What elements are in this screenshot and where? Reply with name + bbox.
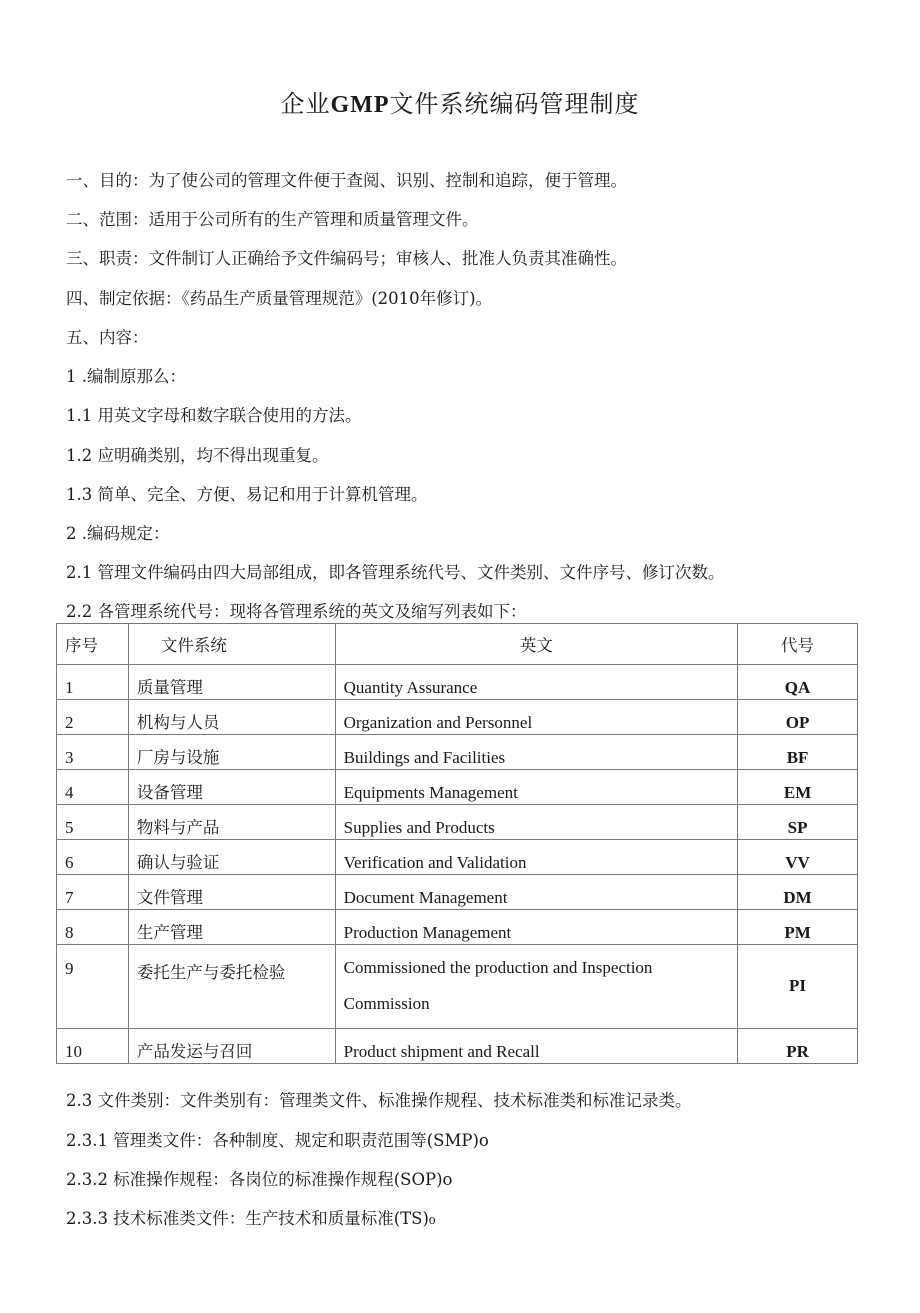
table-row	[57, 770, 858, 805]
paragraph-purpose: 一、目的：为了使公司的管理文件便于查阅、识别、控制和追踪，便于管理。	[66, 171, 627, 190]
row-system: 质量管理	[128, 665, 335, 700]
paragraph-section-1: 1 .编制原那么：	[66, 367, 186, 386]
row-code: EM	[738, 770, 858, 805]
header-code: 代号	[738, 624, 858, 665]
paragraph-responsibility: 三、职责：文件制订人正确给予文件编码号；审核人、批准人负责其准确性。	[66, 249, 627, 268]
row-code: OP	[738, 700, 858, 735]
row-index: 7	[57, 875, 129, 910]
header-index: 序号	[57, 624, 129, 665]
row-english: Document Management	[335, 875, 737, 910]
table-row	[57, 840, 858, 875]
row-english: Quantity Assurance	[335, 665, 737, 700]
row-english	[335, 945, 737, 1029]
row-index: 3	[57, 735, 129, 770]
row-code: PM	[738, 910, 858, 945]
row-english: Organization and Personnel	[335, 700, 737, 735]
row-index: 10	[57, 1029, 129, 1064]
paragraph-1-1: 1.1 用英文字母和数字联合使用的方法。	[66, 406, 362, 425]
paragraph-1-3: 1.3 简单、完全、方便、易记和用于计算机管理。	[66, 485, 428, 504]
system-code-table	[56, 623, 858, 1064]
row-english: Buildings and Facilities	[335, 735, 737, 770]
row-english-line-1: Commissioned the production and Inspection	[343, 958, 653, 977]
row-index: 5	[57, 805, 129, 840]
row-code: PR	[738, 1029, 858, 1064]
header-english: 英文	[335, 624, 737, 665]
row-code: QA	[738, 665, 858, 700]
paragraph-2-3-3: 2.3.3 技术标准类文件：生产技术和质量标准(TS)₀	[66, 1209, 436, 1228]
row-system: 机构与人员	[128, 700, 335, 735]
row-english: Equipments Management	[335, 770, 737, 805]
row-english: Product shipment and Recall	[335, 1029, 737, 1064]
paragraph-content-heading: 五、内容：	[66, 328, 149, 347]
paragraph-scope: 二、范围：适用于公司所有的生产管理和质量管理文件。	[66, 210, 479, 229]
row-code: PI	[738, 945, 858, 1029]
row-english: Verification and Validation	[335, 840, 737, 875]
row-system: 产品发运与召回	[128, 1029, 335, 1064]
table-row	[57, 805, 858, 840]
paragraph-2-3-1: 2.3.1 管理类文件：各种制度、规定和职责范围等(SMP)o	[66, 1131, 489, 1150]
table-header-row	[57, 624, 858, 665]
row-index: 9	[57, 945, 129, 1029]
table-row	[57, 700, 858, 735]
table-row	[57, 910, 858, 945]
paragraph-2-1: 2.1 管理文件编码由四大局部组成，即各管理系统代号、文件类别、文件序号、修订次数。	[66, 563, 725, 582]
row-system: 物料与产品	[128, 805, 335, 840]
paragraph-1-2: 1.2 应明确类别，均不得出现重复。	[66, 446, 329, 465]
paragraph-basis: 四、制定依据：《药品生产质量管理规范》(2010年修订)。	[66, 289, 493, 308]
header-system: 文件系统	[128, 624, 335, 665]
row-system: 委托生产与委托检验	[128, 945, 335, 1029]
table-row	[57, 945, 858, 1029]
row-index: 1	[57, 665, 129, 700]
row-english: Production Management	[335, 910, 737, 945]
row-system: 文件管理	[128, 875, 335, 910]
document-title: 企业GMP文件系统编码管理制度	[280, 90, 640, 118]
row-english: Supplies and Products	[335, 805, 737, 840]
row-english-line-2: Commission	[343, 994, 430, 1013]
row-code: SP	[738, 805, 858, 840]
paragraph-2-3: 2.3 文件类别：文件类别有：管理类文件、标准操作规程、技术标准类和标准记录类。	[66, 1091, 692, 1110]
paragraph-section-2: 2 .编码规定：	[66, 524, 170, 543]
row-index: 4	[57, 770, 129, 805]
row-system: 生产管理	[128, 910, 335, 945]
row-system: 设备管理	[128, 770, 335, 805]
paragraph-2-3-2: 2.3.2 标准操作规程：各岗位的标准操作规程(SOP)o	[66, 1170, 453, 1189]
paragraph-2-2: 2.2 各管理系统代号：现将各管理系统的英文及缩写列表如下：	[66, 602, 527, 621]
row-system: 确认与验证	[128, 840, 335, 875]
row-index: 2	[57, 700, 129, 735]
row-system: 厂房与设施	[128, 735, 335, 770]
row-index: 8	[57, 910, 129, 945]
table-row	[57, 1029, 858, 1064]
table-row	[57, 735, 858, 770]
table-row	[57, 875, 858, 910]
table-row	[57, 665, 858, 700]
row-code: BF	[738, 735, 858, 770]
row-code: VV	[738, 840, 858, 875]
row-code: DM	[738, 875, 858, 910]
row-index: 6	[57, 840, 129, 875]
